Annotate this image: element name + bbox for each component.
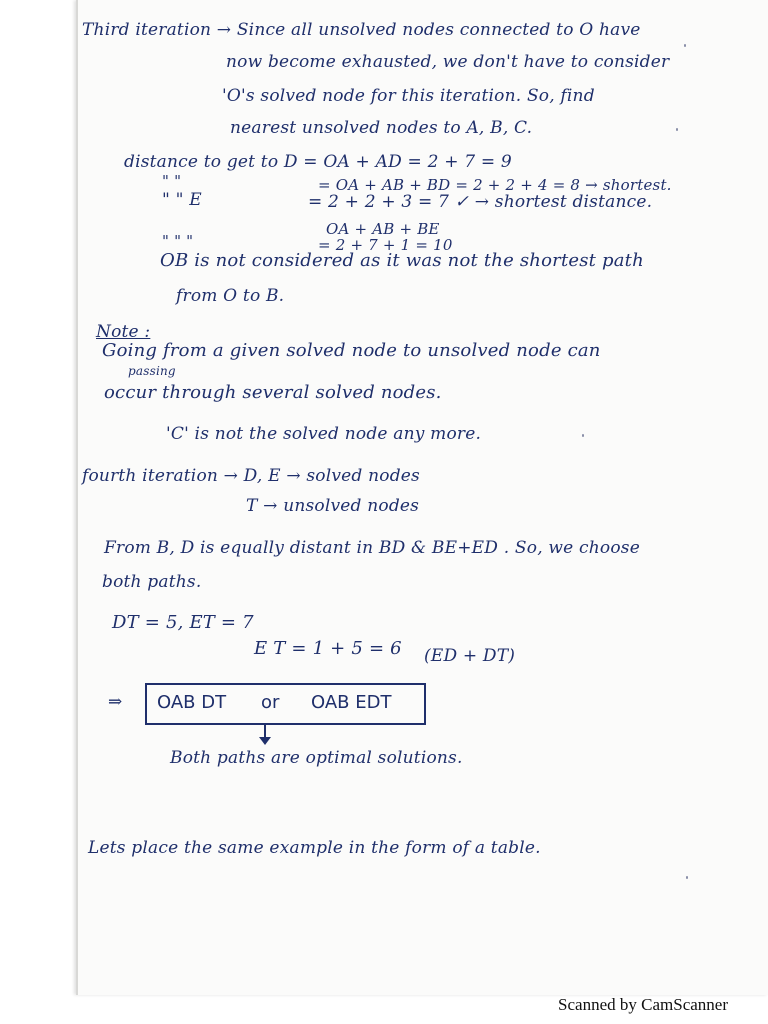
path-oabdt: OAB DT — [157, 692, 227, 713]
distance-to-d: distance to get to D = OA + AD = 2 + 7 = 9 — [124, 152, 512, 172]
result-box — [145, 683, 426, 725]
distance-to-e: = 2 + 2 + 3 = 7 ✓ → shortest distance. — [308, 192, 653, 212]
third-iteration-line-2: now become exhausted, we don't have to consider — [226, 52, 670, 72]
from-o-to-b: from O to B. — [176, 286, 285, 306]
camscanner-footer: Scanned by CamScanner — [558, 995, 728, 1014]
note-line-1: Going from a given solved node to unsolved node can — [102, 340, 601, 361]
fourth-iteration-line-1: fourth iteration → D, E → solved nodes — [82, 466, 420, 486]
optimal-solutions: Both paths are optimal solutions. — [170, 748, 463, 768]
ditto-marks-1: " " — [162, 172, 182, 190]
scan-speck — [676, 128, 678, 131]
page-edge — [76, 0, 78, 995]
ed-dt-note: (ED + DT) — [424, 646, 516, 666]
scan-speck — [684, 44, 686, 47]
table-intro: Lets place the same example in the form of a table. — [88, 838, 541, 858]
third-iteration-line-1: Third iteration → Since all unsolved nodes connected to O have — [82, 20, 641, 40]
or-label: or — [261, 692, 280, 713]
path-oabedt: OAB EDT — [311, 692, 392, 713]
ditto-marks-2: " " " — [162, 232, 194, 250]
c-not-solved: 'C' is not the solved node any more. — [166, 424, 482, 444]
both-paths: both paths. — [102, 572, 202, 592]
implies-arrow: ⇒ — [108, 692, 123, 712]
note-line-2: occur through several solved nodes. — [104, 382, 442, 403]
oa-ab-be-label: OA + AB + BE — [326, 220, 440, 238]
from-b-line: From B, D is equally distant in BD & BE+ED . So, we choose — [104, 538, 640, 558]
dt-et-values: DT = 5, ET = 7 — [112, 612, 254, 633]
distance-via-be: = 2 + 7 + 1 = 10 — [318, 236, 453, 254]
scan-speck — [686, 876, 688, 879]
ditto-marks-e: " " E — [162, 190, 202, 210]
third-iteration-line-4: nearest unsolved nodes to A, B, C. — [230, 118, 533, 138]
scan-speck — [582, 434, 584, 437]
distance-via-ab-bd: = OA + AB + BD = 2 + 2 + 4 = 8 → shortest. — [318, 176, 672, 194]
fourth-iteration-line-2: T → unsolved nodes — [246, 496, 420, 516]
note-passing: passing — [128, 364, 176, 378]
third-iteration-line-3: 'O's solved node for this iteration. So, find — [222, 86, 595, 106]
note-heading: Note : — [96, 322, 151, 342]
et-calculation: E T = 1 + 5 = 6 — [254, 638, 402, 659]
ob-not-considered: OB is not considered as it was not the shortest path — [160, 250, 644, 271]
down-arrow — [264, 723, 266, 741]
